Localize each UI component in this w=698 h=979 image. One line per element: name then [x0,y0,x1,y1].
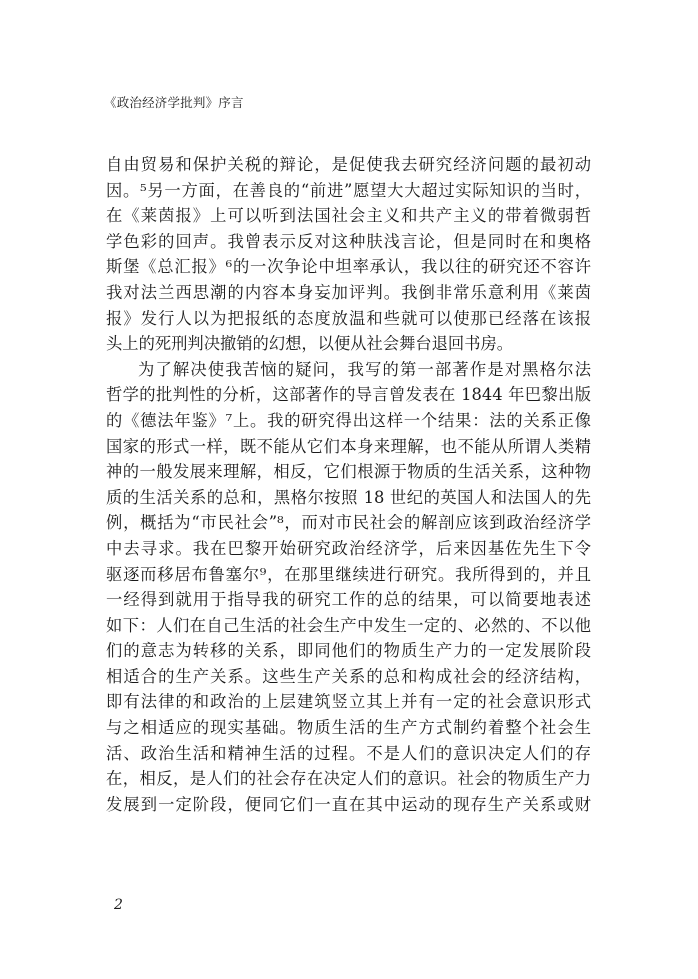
text-line: 头上的死刑判决撤销的幻想，以便从社会舞台退回书房。 [106,334,514,354]
page-number: 2 [114,897,123,913]
text-line: 相适合的生产关系。这些生产关系的总和构成社会的经济结构， [106,666,591,686]
text-line: 质的生活关系的总和，黑格尔按照 18 世纪的英国人和法国人的先 [106,487,591,507]
text-line: 神的一般发展来理解，相反，它们根源于物质的生活关系，这种物 [106,462,591,482]
text-line: 在《莱茵报》上可以听到法国社会主义和共产主义的带着微弱哲 [106,206,591,226]
text-line: 自由贸易和保护关税的辩论，是促使我去研究经济问题的最初动 [106,155,591,174]
text-line: 因。⁵另一方面，在善良的“前进”愿望大大超过实际知识的当时， [106,180,591,200]
body-text [106,152,591,817]
text-line: 活、政治生活和精神生活的过程。不是人们的意识决定人们的存 [106,743,591,763]
text-line: 斯堡《总汇报》⁶的一次争论中坦率承认，我以往的研究还不容许 [106,257,591,277]
text-line: 驱逐而移居布鲁塞尔⁹，在那里继续进行研究。我所得到的，并且 [106,564,591,584]
text-line: 报》发行人以为把报纸的态度放温和些就可以使那已经落在该报 [106,308,591,328]
text-line: 国家的形式一样，既不能从它们本身来理解，也不能从所谓人类精 [106,436,591,456]
text-line: 为了解决使我苦恼的疑问，我写的第一部著作是对黑格尔法 [138,359,591,379]
text-line: 发展到一定阶段，便同它们一直在其中运动的现存生产关系或财 [106,794,591,814]
text-line: 中去寻求。我在巴黎开始研究政治经济学，后来因基佐先生下令 [106,538,591,558]
text-line: 即有法律的和政治的上层建筑竖立其上并有一定的社会意识形式 [106,692,591,712]
running-header: 《政治经济学批判》序言 [104,95,244,110]
text-line: 一经得到就用于指导我的研究工作的总的结果，可以简要地表述 [106,590,591,610]
text-line: 与之相适应的现实基础。物质生活的生产方式制约着整个社会生 [106,718,591,738]
text-line: 如下：人们在自己生活的社会生产中发生一定的、必然的、不以他 [106,615,591,635]
text-line: 的《德法年鉴》⁷上。我的研究得出这样一个结果：法的关系正像 [106,410,591,430]
text-line: 们的意志为转移的关系，即同他们的物质生产力的一定发展阶段 [106,641,591,661]
text-line: 哲学的批判性的分析，这部著作的导言曾发表在 1844 年巴黎出版 [106,385,591,405]
text-line: 我对法兰西思潮的内容本身妄加评判。我倒非常乐意利用《莱茵 [106,282,591,302]
text-line: 学色彩的回声。我曾表示反对这种肤浅言论，但是同时在和奥格 [106,231,591,251]
text-line: 在，相反，是人们的社会存在决定人们的意识。社会的物质生产力 [106,769,591,789]
text-line: 例，概括为“市民社会”⁸，而对市民社会的解剖应该到政治经济学 [106,513,591,533]
